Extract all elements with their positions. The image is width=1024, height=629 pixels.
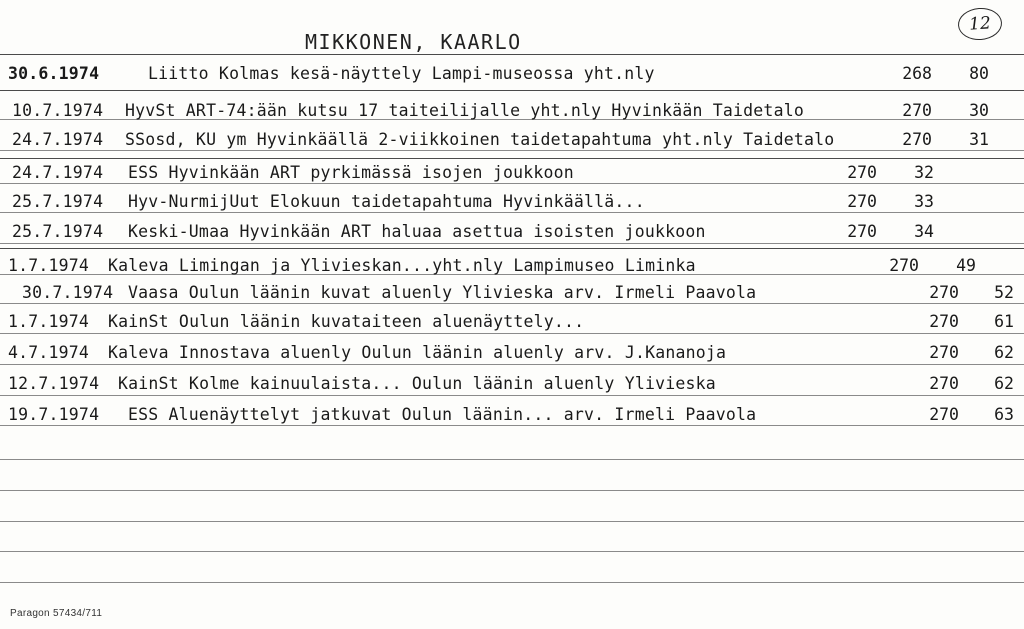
entry-row: [0, 95, 1024, 125]
rule-line: [0, 90, 1024, 91]
entry-text: ESS Hyvinkään ART pyrkimässä isojen joukkoon: [128, 162, 574, 182]
entry-row: [0, 337, 1024, 367]
entry-text: HyvSt ART-74:ään kutsu 17 taiteilijalle yht.nly Hyvinkään Taidetalo: [125, 100, 804, 120]
entry-date: 30.6.1974: [8, 63, 100, 83]
entry-ref2: 52: [994, 282, 1014, 302]
entry-ref2: 49: [956, 255, 976, 275]
entry-date: 10.7.1974: [12, 100, 104, 120]
rule-line: [0, 551, 1024, 552]
entry-date: 1.7.1974: [8, 311, 90, 331]
entry-ref1: 270: [929, 311, 959, 331]
rule-line: [0, 459, 1024, 460]
entry-row: [0, 124, 1024, 154]
rule-line: [0, 582, 1024, 583]
entry-ref1: 270: [902, 100, 932, 120]
entry-text: Keski-Umaa Hyvinkään ART haluaa asettua isoisten joukkoon: [128, 221, 706, 241]
entry-ref2: 80: [969, 63, 989, 83]
entry-ref1: 268: [902, 63, 932, 83]
page-title: MIKKONEN, KAARLO: [305, 30, 522, 54]
entry-ref2: 33: [914, 191, 934, 211]
entry-row: [0, 399, 1024, 429]
card-header: [0, 0, 1024, 54]
entry-ref1: 270: [889, 255, 919, 275]
entry-ref2: 63: [994, 404, 1014, 424]
entry-ref2: 62: [994, 373, 1014, 393]
entry-date: 25.7.1974: [12, 191, 104, 211]
entry-text: Kaleva Limingan ja Ylivieskan...yht.nly Lampimuseo Liminka: [108, 255, 696, 275]
entry-text: KainSt Oulun läänin kuvataiteen aluenäyttely...: [108, 311, 585, 331]
entry-ref2: 31: [969, 129, 989, 149]
entry-text: Liitto Kolmas kesä-näyttely Lampi-museossa yht.nly: [148, 63, 655, 83]
entry-row: [0, 277, 1024, 307]
entry-ref2: 34: [914, 221, 934, 241]
entry-ref1: 270: [847, 191, 877, 211]
entry-row: [0, 186, 1024, 216]
rule-line: [0, 521, 1024, 522]
card-number-badge: 12: [957, 7, 1003, 42]
entry-ref2: 30: [969, 100, 989, 120]
entry-ref1: 270: [929, 404, 959, 424]
entry-date: 12.7.1974: [8, 373, 100, 393]
entry-text: ESS Aluenäyttelyt jatkuvat Oulun läänin... arv. Irmeli Paavola: [128, 404, 757, 424]
entry-ref1: 270: [847, 162, 877, 182]
entry-row: [0, 216, 1024, 246]
entry-ref1: 270: [847, 221, 877, 241]
entry-ref2: 62: [994, 342, 1014, 362]
entry-ref1: 270: [929, 342, 959, 362]
entry-row: [0, 306, 1024, 336]
entry-text: Kaleva Innostava aluenly Oulun läänin aluenly arv. J.Kananoja: [108, 342, 727, 362]
entry-row: [0, 157, 1024, 187]
entry-ref1: 270: [902, 129, 932, 149]
entry-ref2: 61: [994, 311, 1014, 331]
entry-row: [0, 368, 1024, 398]
entry-date: 19.7.1974: [8, 404, 100, 424]
rule-line: [0, 490, 1024, 491]
entry-text: SSosd, KU ym Hyvinkäällä 2-viikkoinen taidetapahtuma yht.nly Taidetalo: [125, 129, 835, 149]
rule-line: [0, 248, 1024, 249]
entry-row: [0, 58, 1024, 88]
entry-row: [0, 250, 1024, 280]
entry-ref1: 270: [929, 282, 959, 302]
entry-text: Hyv-NurmijUut Elokuun taidetapahtuma Hyvinkäällä...: [128, 191, 645, 211]
printer-imprint: Paragon 57434/711: [10, 608, 103, 619]
entry-ref1: 270: [929, 373, 959, 393]
entry-date: 30.7.1974: [22, 282, 114, 302]
entry-ref2: 32: [914, 162, 934, 182]
entry-text: KainSt Kolme kainuulaista... Oulun läänin aluenly Ylivieska: [118, 373, 716, 393]
entry-date: 24.7.1974: [12, 162, 104, 182]
entry-date: 25.7.1974: [12, 221, 104, 241]
entry-text: Vaasa Oulun läänin kuvat aluenly Ylivieska arv. Irmeli Paavola: [128, 282, 757, 302]
rule-line: [0, 54, 1024, 55]
entry-date: 24.7.1974: [12, 129, 104, 149]
entry-date: 1.7.1974: [8, 255, 90, 275]
entry-date: 4.7.1974: [8, 342, 90, 362]
